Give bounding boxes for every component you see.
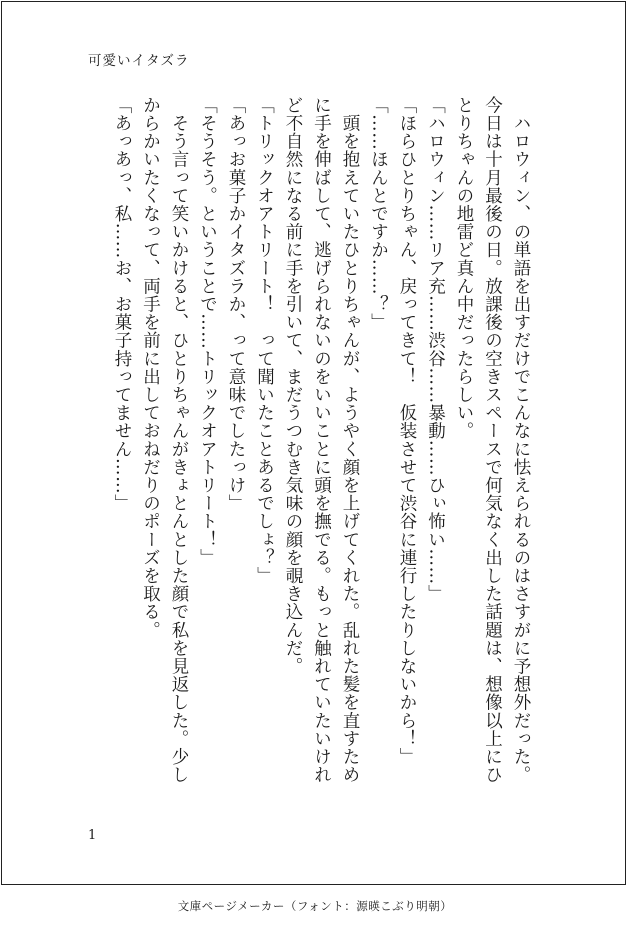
paragraph-10: 「あっあっ、私……お、お菓子持ってません……」	[112, 96, 132, 513]
paragraph-3: 「ほらひとりちゃん、戻ってきて！ 仮装させて渋谷に連行したりしないから！」	[397, 96, 417, 766]
paragraph-6: 「トリックオアトリート！ って聞いたことあるでしょ？」	[254, 96, 275, 585]
page-number: 1	[88, 828, 97, 843]
running-title: 可愛いイタズラ	[88, 53, 190, 69]
paragraph-7: 「あっお菓子かイタズラか、って意味でしたっけ」	[226, 96, 246, 513]
paragraph-9: そう言って笑いかけると、ひとりちゃんがきょとんとした顔で私を見返した。少しからかいたくなって、両手を前に出しておねだりのポーズを取る。	[140, 96, 189, 784]
paragraph-8: 「そうそう。ということで……トリックオアトリート！」	[197, 96, 218, 567]
book-page	[1, 1, 626, 885]
paragraph-1: ハロウィン、の単語を出すだけでこんなに怯えられるのはさすがに予想外だった。今日は十月最後の日。放課後の空きスペースで何気なく出した話題は、想像以上にひとりちゃんの地雷ど真ん中だったらしい。	[454, 96, 531, 784]
footer-caption: 文庫ページメーカー（フォント：源暎こぶり明朝）	[177, 899, 453, 913]
vertical-body-text	[75, 96, 535, 786]
paragraph-4: 「……ほんとですか……？」	[368, 96, 389, 332]
paragraph-5: 頭を抱えていたひとりちゃんが、ようやく顔を上げてくれた。乱れた髪を直すために手を伸ばして、逃げられないのをいいことに頭を撫でる。もっと触れていたいけれど不自然になる前に手を引いて、まだうつむき気味の顔を覗き込んだ。	[283, 96, 360, 784]
paragraph-2: 「ハロウィン……リア充……渋谷……暴動……ひぃ怖い……」	[425, 96, 446, 603]
